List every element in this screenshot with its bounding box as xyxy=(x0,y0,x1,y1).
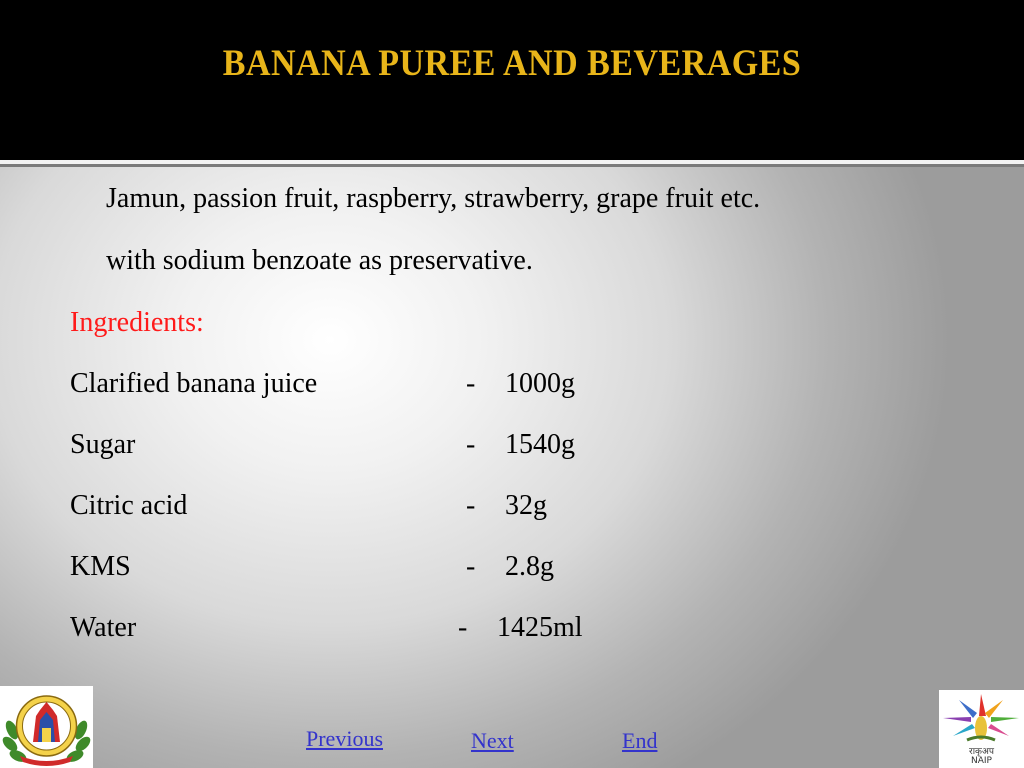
naip-caption: NAIP xyxy=(971,756,992,766)
naip-hindi-caption: राकृअप xyxy=(969,747,994,757)
previous-link[interactable]: Previous xyxy=(306,726,383,751)
ingredient-dash: - xyxy=(466,490,476,521)
ingredient-dash: - xyxy=(466,551,476,582)
ingredient-name: Water xyxy=(70,612,137,643)
ingredient-quantity: 1000g xyxy=(505,368,575,399)
ingredients-heading: Ingredients: xyxy=(70,307,204,338)
end-link[interactable]: End xyxy=(622,728,658,753)
ingredient-quantity: 1540g xyxy=(505,429,575,460)
intro-line-1: Jamun, passion fruit, raspberry, strawberry, grape fruit etc. xyxy=(106,183,761,214)
title-divider-shadow xyxy=(0,164,1024,167)
emblem-icon xyxy=(0,686,93,768)
university-emblem-logo xyxy=(0,686,93,768)
title-bar xyxy=(0,0,1024,160)
intro-line-2: with sodium benzoate as preservative. xyxy=(106,245,533,276)
ingredient-quantity: 1425ml xyxy=(497,612,583,643)
ingredient-name: Sugar xyxy=(70,429,136,460)
ingredient-name: Citric acid xyxy=(70,490,188,521)
slide-title: BANANA PUREE AND BEVERAGES xyxy=(222,43,802,84)
ingredient-name: Clarified banana juice xyxy=(70,368,318,399)
ingredient-quantity: 32g xyxy=(505,490,547,521)
ingredient-dash: - xyxy=(466,368,476,399)
ingredient-dash: - xyxy=(458,612,468,643)
ingredient-name: KMS xyxy=(70,551,131,582)
ingredient-quantity: 2.8g xyxy=(505,551,554,582)
naip-logo xyxy=(939,690,1024,768)
ingredient-dash: - xyxy=(466,429,476,460)
star-burst-icon xyxy=(939,690,1024,745)
next-link[interactable]: Next xyxy=(471,728,514,753)
